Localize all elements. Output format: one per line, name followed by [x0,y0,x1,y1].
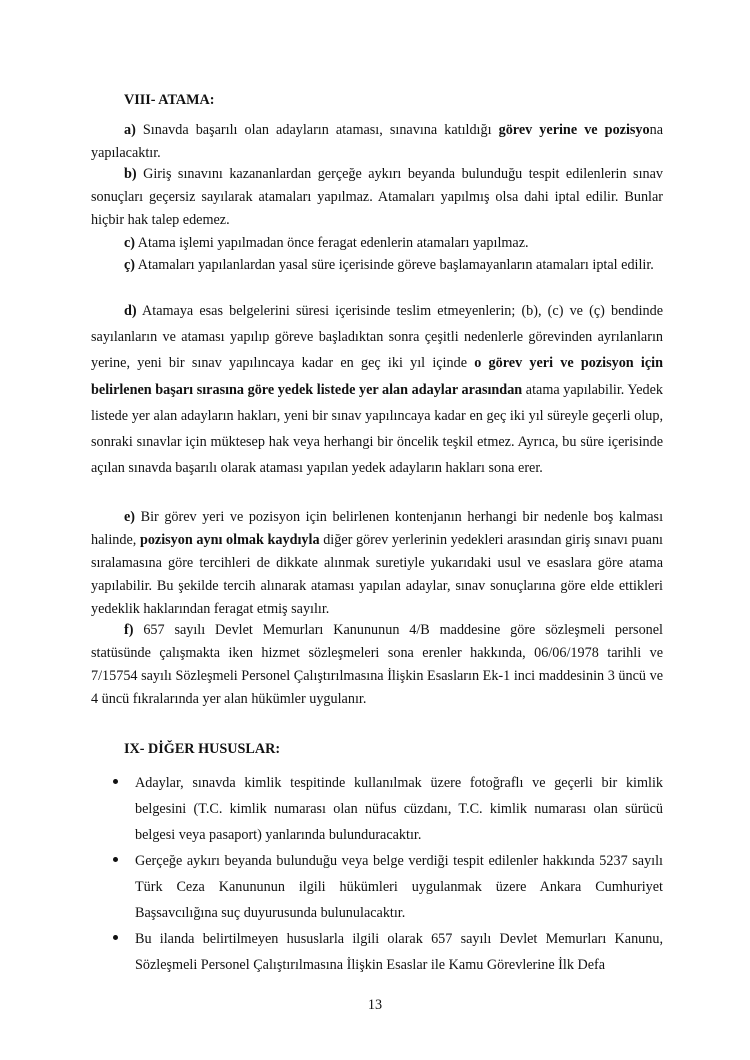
paragraph-e-text2: diğer görev yerlerinin yedekleri arasından giriş sınavı puanı sıralamasına göre tercihleri de dikkate alınmak suretiyle yukarıdaki usul ve esaslara göre atama yapılabilir. Bu şekilde tercih alınarak ataması yapılan adaylar, sınav sonuçlarına göre elde ettikleri yedeklik haklarından feragat etmiş sayılır. [91,532,663,617]
paragraph-d-bold1: o görev yeri ve pozisyon için belirlenen başarı sırasına göre yedek listede yer alan adaylar arasından [91,355,663,398]
list-item-text: Bu ilanda belirtilmeyen hususlarla ilgili olarak 657 sayılı Devlet Memurları Kanunu, Sözleşmeli Personel Çalıştırılmasına İlişkin Esaslar ile Kamu Görevlerine İlk Defa [135,931,663,973]
item-label-e: e) [124,509,136,525]
list-item-text: Gerçeğe aykırı beyanda bulunduğu veya belge verdiği tespit edilenler hakkında 5237 sayılı Türk Ceza Kanununun ilgili hükümleri uygulanmak üzere Ankara Cumhuriyet Başsavcılığına suç duyurusunda bulunulacaktır. [135,853,663,921]
paragraph-a-text1: Sınavda başarılı olan adayların ataması, sınavına katıldığı [142,122,499,138]
paragraph-d [91,298,663,481]
item-label-a: a) [124,122,136,138]
paragraph-b-text: Giriş sınavını kazananlardan gerçeğe aykırı beyanda bulunduğu tespit edilenlerin sınav sonuçları geçersiz sayılarak atamaları yapılmaz. Atamaları yapılmış olsa dahi iptal edilir. Bunlar hiçbir hak talep edemez. [91,166,664,228]
paragraph-f-text: 657 sayılı Devlet Memurları Kanununun 4/B maddesine göre sözleşmeli personel statüsünde çalışmakta iken hizmet sözleşmeleri sona erenler hakkında, 06/06/1978 tarihli ve 7/15754 sayılı Sözleşmeli Personel Çalıştırılmasına İlişkin Esasların Ek-1 inci maddesinin 3 üncü ve 4 üncü fıkralarında yer alan hükümler uygulanır. [91,622,663,707]
paragraph-cc [91,254,663,277]
paragraph-d-text2: atama yapılabilir. Yedek listede yer alan adayların hakları, yeni bir sınav yapılıncaya kadar en geç iki yıl süreyle geçerli olup, sonraki sınavlar için müktesep hak veya herhangi bir öncelik teşkil etmez. Ayrıca, bu süre içerisinde açılan sınavda başarılı olarak ataması yapılan yedek adayların hakları sona erer. [91,381,663,477]
page-number: 13 [367,997,383,1013]
paragraph-a-text2: na yapılacaktır. [91,122,664,161]
item-label-c: c) [124,235,136,251]
paragraph-a-bold1: görev yerine ve pozisyo [498,122,650,138]
paragraph-c [91,232,663,255]
item-label-d: d) [124,303,137,319]
section-heading-atama: VIII- ATAMA: [124,92,215,108]
paragraph-e [91,506,663,621]
bullet-icon [113,857,118,862]
paragraph-cc-text: Atamaları yapılanlardan yasal süre içerisinde göreve başlamayanların atamaları iptal edilir. [137,257,654,273]
paragraph-a [91,119,663,165]
paragraph-e-bold1: pozisyon aynı olmak kaydıyla [139,532,320,548]
paragraph-c-text: Atama işlemi yapılmadan önce feragat edenlerin atamaları yapılmaz. [137,235,529,251]
item-label-cc: ç) [124,257,136,273]
list-item-text: Adaylar, sınavda kimlik tespitinde kullanılmak üzere fotoğraflı ve geçerli bir kimlik belgesini (T.C. kimlik numarası olan nüfus cüzdanı, T.C. kimlik numarası olan sürücü belgesi veya pasaport) yanlarında bulunduracaktır. [135,775,663,843]
paragraph-e-text1: Bir görev yeri ve pozisyon için belirlenen kontenjanın herhangi bir nedenle boş kalması halinde, [91,509,664,548]
paragraph-d-text1: Atamaya esas belgelerini süresi içerisinde teslim etmeyenlerin; (b), (c) ve (ç) bendinde sayılanların ve ataması yapılıp göreve başladıktan sonra çeşitli nedenlerle görevinden ayrılanların yerine, yeni bir sınav yapılıncaya kadar en geç iki yıl içinde [91,303,664,372]
paragraph-f [91,619,663,711]
paragraph-b [91,163,663,232]
section-heading-diger-hususlar: IX- DİĞER HUSUSLAR: [124,741,281,757]
item-label-b: b) [124,166,137,182]
bullet-icon [113,935,118,940]
bullet-icon [113,779,118,784]
item-label-f: f) [124,622,134,638]
